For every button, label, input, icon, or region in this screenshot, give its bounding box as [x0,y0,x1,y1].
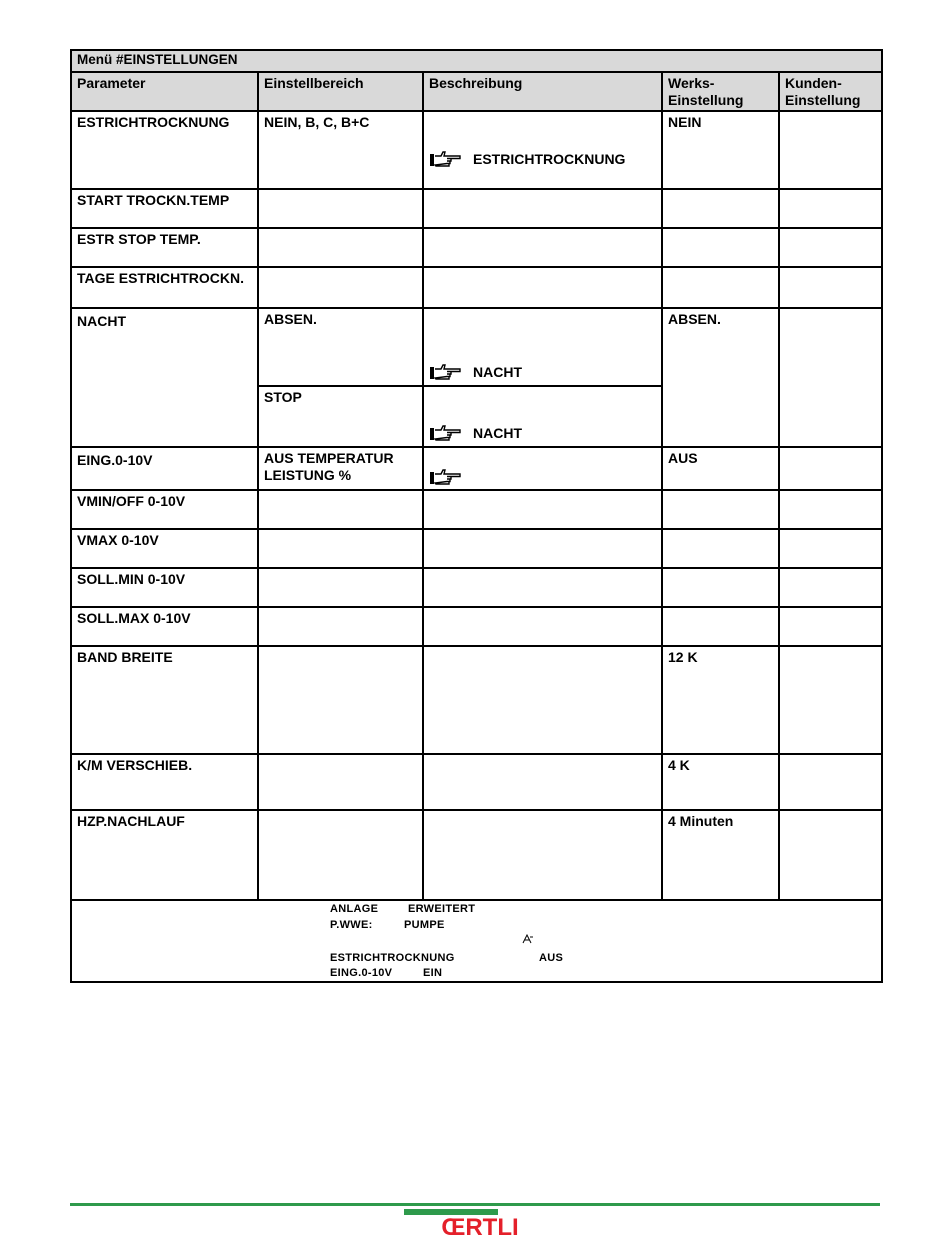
table-row [71,646,882,754]
table-row [71,189,882,228]
param-cell: VMIN/OFF 0-10V [71,490,258,529]
range-cell [258,607,423,646]
customer-cell [779,267,882,308]
footnote-erweitert: ERWEITERT [408,903,476,915]
param-cell: SOLL.MAX 0-10V [71,607,258,646]
description-cell [423,568,662,607]
range-cell [258,267,423,308]
param-cell: EING.0-10V [71,447,258,490]
menu-title: Menü #EINSTELLUNGEN [71,50,882,72]
description-cell [423,111,662,189]
table-row [71,267,882,308]
footnote-cell [71,900,882,982]
customer-cell [779,189,882,228]
range-cell: NEIN, B, C, B+C [258,111,423,189]
pointing-hand-icon [429,363,463,381]
param-cell: HZP.NACHLAUF [71,810,258,900]
header-factory-setting: Werks- Einstellung [662,72,779,111]
factory-cell: ABSEN. [662,308,779,447]
footer-rule [70,1203,880,1206]
reference-text: ESTRICHTROCKNUNG [473,151,626,167]
description-cell [423,810,662,900]
reference-text: NACHT [473,364,522,380]
description-cell [423,267,662,308]
customer-cell [779,490,882,529]
description-cell [423,308,662,386]
range-cell [258,529,423,568]
param-cell: SOLL.MIN 0-10V [71,568,258,607]
customer-cell [779,810,882,900]
footnote-aus: AUS [539,952,564,964]
table-row [71,490,882,529]
factory-cell [662,607,779,646]
param-cell: K/M VERSCHIEB. [71,754,258,810]
table-row [71,228,882,267]
table-row [71,308,882,386]
factory-cell [662,228,779,267]
param-cell: ESTRICHTROCKNUNG [71,111,258,189]
pointing-hand-icon [429,150,463,168]
pointing-hand-icon [429,424,463,442]
customer-cell [779,308,882,447]
footnote-estrich: ESTRICHTROCKNUNG [330,952,455,964]
factory-cell: NEIN [662,111,779,189]
table-row [71,529,882,568]
customer-cell [779,646,882,754]
range-cell: STOP [258,386,423,447]
range-cell [258,568,423,607]
footnote-pwwe: P.WWE: [330,919,373,931]
factory-cell [662,529,779,568]
table-row [71,447,882,490]
footnote-ein: EIN [423,967,443,979]
param-cell: NACHT [71,308,258,447]
factory-cell [662,568,779,607]
factory-cell [662,267,779,308]
table-row [71,568,882,607]
description-cell [423,646,662,754]
factory-cell: 12 K [662,646,779,754]
factory-cell: 4 Minuten [662,810,779,900]
description-cell [423,228,662,267]
footnote-pumpe: PUMPE [404,919,445,931]
footnote-eing: EING.0-10V [330,967,393,979]
range-cell [258,189,423,228]
range-cell [258,754,423,810]
range-cell [258,646,423,754]
range-cell [258,810,423,900]
customer-cell [779,607,882,646]
description-cell [423,189,662,228]
customer-cell [779,447,882,490]
customer-cell [779,228,882,267]
footnote-anlage: ANLAGE [330,903,379,915]
reference-text: NACHT [473,425,522,441]
description-cell [423,490,662,529]
range-cell [258,490,423,529]
param-cell: BAND BREITE [71,646,258,754]
factory-cell [662,490,779,529]
table-row [71,607,882,646]
description-cell [423,607,662,646]
param-cell: TAGE ESTRICHTROCKN. [71,267,258,308]
factory-cell: 4 K [662,754,779,810]
header-description: Beschreibung [423,72,662,111]
range-cell: AUS TEMPERATUR LEISTUNG % [258,447,423,490]
footnote-row [71,900,882,982]
customer-cell [779,754,882,810]
customer-cell [779,568,882,607]
table-row [71,754,882,810]
description-cell [423,386,662,447]
settings-table [70,49,883,983]
factory-cell: AUS [662,447,779,490]
customer-cell [779,111,882,189]
oertli-logo: ŒRTLI [441,1214,519,1241]
factory-cell [662,189,779,228]
range-cell: ABSEN. [258,308,423,386]
table-row [71,111,882,189]
settings-symbol-icon [522,934,534,944]
header-customer-setting: Kunden- Einstellung [779,72,882,111]
pointing-hand-icon [429,468,463,486]
param-cell: ESTR STOP TEMP. [71,228,258,267]
table-row [71,810,882,900]
description-cell [423,754,662,810]
description-cell [423,447,662,490]
customer-cell [779,529,882,568]
range-cell [258,228,423,267]
header-range: Einstellbereich [258,72,423,111]
description-cell [423,529,662,568]
header-parameter: Parameter [71,72,258,111]
param-cell: START TROCKN.TEMP [71,189,258,228]
param-cell: VMAX 0-10V [71,529,258,568]
